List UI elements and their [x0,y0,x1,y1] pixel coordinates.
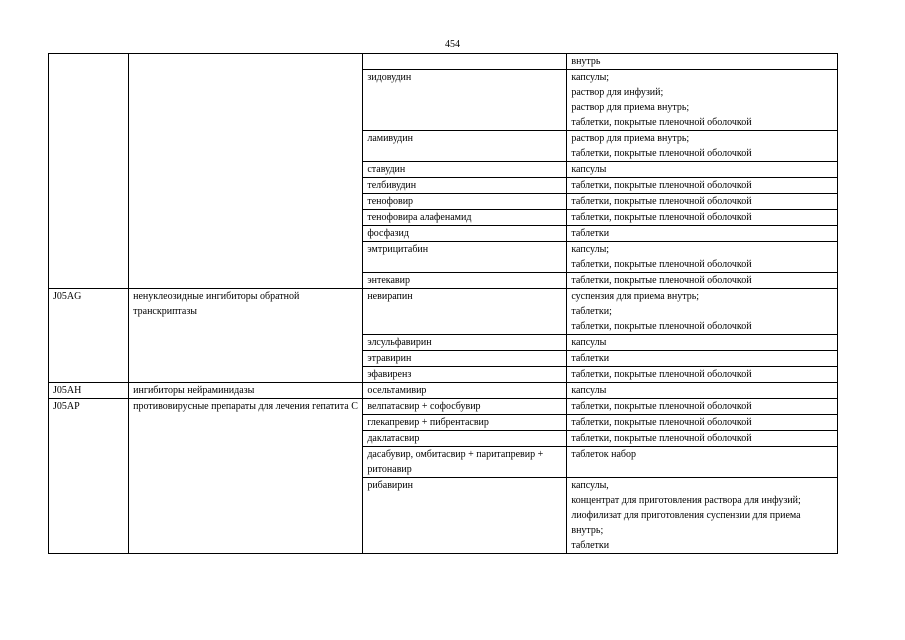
group-cell: ингибиторы нейраминидазы [129,383,363,399]
form-cell [567,131,838,162]
form-cell [567,383,838,399]
form-cell [567,242,838,273]
form-line: капсулы, [571,480,609,491]
form-line: таблетки [571,353,610,364]
form-cell [567,415,838,431]
form-line: таблетки, покрытые пленочной оболочкой [571,212,752,223]
form-line: капсулы [571,164,607,175]
drug-cell: эфавиренз [363,367,567,383]
form-line: капсулы [571,337,607,348]
drug-cell: дасабувир, омбитасвир + паритапревир + ритонавир [363,447,567,478]
drug-table [48,53,838,554]
drug-cell: зидовудин [363,70,567,131]
form-line: раствор для приема внутрь; [571,133,690,144]
form-line: внутрь [571,56,601,67]
form-cell [567,431,838,447]
form-line: таблетки, покрытые пленочной оболочкой [571,417,752,428]
drug-cell: велпатасвир + софосбувир [363,399,567,415]
form-line: таблетки, покрытые пленочной оболочкой [571,196,752,207]
form-cell [567,447,838,478]
form-line: капсулы; [571,72,610,83]
table-row [49,383,838,399]
drug-cell: эмтрицитабин [363,242,567,273]
form-line: таблетки, покрытые пленочной оболочкой [571,117,752,128]
drug-cell: элсульфавирин [363,335,567,351]
form-cell [567,351,838,367]
form-cell [567,70,838,131]
drug-cell: тенофовира алафенамид [363,210,567,226]
form-line: капсулы [571,385,607,396]
drug-cell: ставудин [363,162,567,178]
form-cell [567,210,838,226]
drug-cell: ламивудин [363,131,567,162]
atc-code-cell: J05AG [49,289,129,383]
group-cell: противовирусные препараты для лечения гепатита С [129,399,363,554]
drug-cell: энтекавир [363,273,567,289]
form-line: таблеток набор [571,449,637,460]
form-line: таблетки, покрытые пленочной оболочкой [571,259,752,270]
table-row [49,289,838,335]
drug-cell: телбивудин [363,178,567,194]
atc-code-cell [49,54,129,289]
drug-cell: глекапревир + пибрентасвир [363,415,567,431]
form-cell [567,367,838,383]
form-line: таблетки, покрытые пленочной оболочкой [571,180,752,191]
form-line: концентрат для приготовления раствора для инфузий; [571,495,801,506]
form-line: капсулы; [571,244,610,255]
form-line: таблетки, покрытые пленочной оболочкой [571,275,752,286]
drug-cell: невирапин [363,289,567,335]
drug-cell [363,54,567,70]
form-cell [567,226,838,242]
form-cell [567,54,838,70]
drug-cell: рибавирин [363,478,567,554]
form-cell [567,399,838,415]
form-line: таблетки; [571,306,612,317]
form-line: раствор для инфузий; [571,87,664,98]
drug-cell: фосфазид [363,226,567,242]
form-cell [567,162,838,178]
form-line: таблетки, покрытые пленочной оболочкой [571,401,752,412]
atc-code-cell: J05AP [49,399,129,554]
form-line: таблетки, покрытые пленочной оболочкой [571,321,752,332]
drug-cell: тенофовир [363,194,567,210]
form-line: таблетки [571,228,610,239]
form-line: таблетки [571,540,610,551]
form-cell [567,178,838,194]
page-number: 454 [445,39,460,50]
form-line: лиофилизат для приготовления суспензии для приема внутрь; [571,510,801,536]
form-line: таблетки, покрытые пленочной оболочкой [571,433,752,444]
form-cell [567,335,838,351]
form-line: таблетки, покрытые пленочной оболочкой [571,369,752,380]
form-line: таблетки, покрытые пленочной оболочкой [571,148,752,159]
drug-cell: этравирин [363,351,567,367]
form-line: раствор для приема внутрь; [571,102,690,113]
group-cell [129,54,363,289]
form-cell [567,273,838,289]
table-row [49,54,838,70]
form-cell [567,289,838,335]
drug-cell: осельтамивир [363,383,567,399]
group-cell: ненуклеозидные ингибиторы обратной транскриптазы [129,289,363,383]
form-cell [567,194,838,210]
table-row [49,399,838,415]
atc-code-cell: J05AH [49,383,129,399]
drug-cell: даклатасвир [363,431,567,447]
form-line: суспензия для приема внутрь; [571,291,700,302]
form-cell [567,478,838,554]
